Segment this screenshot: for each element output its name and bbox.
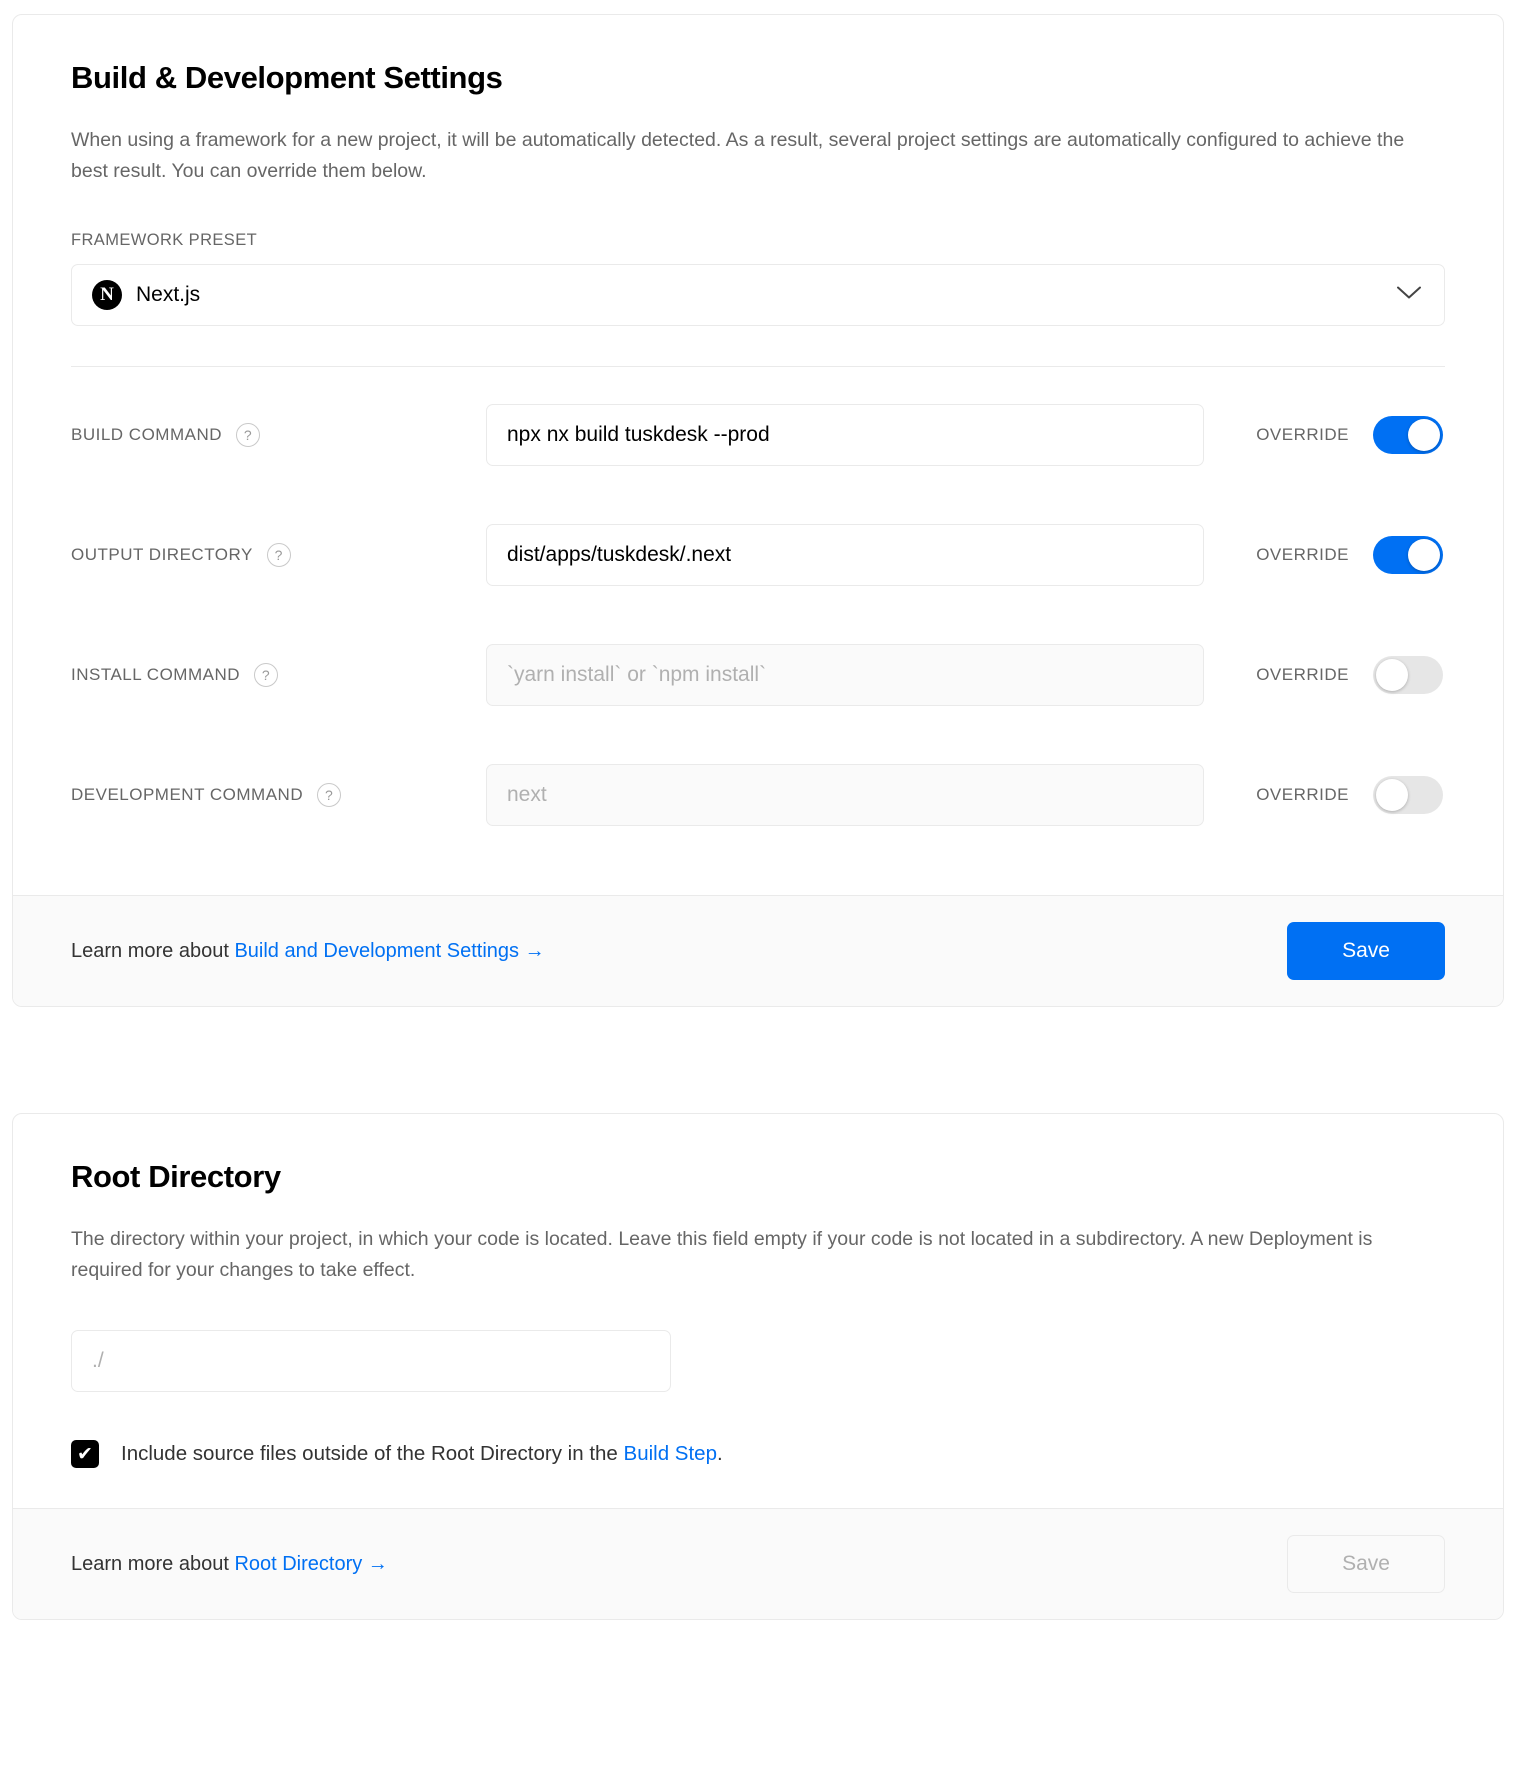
help-icon[interactable]: ? bbox=[267, 543, 291, 567]
output-directory-label bbox=[71, 543, 486, 567]
build-settings-save-button[interactable]: Save bbox=[1287, 922, 1445, 980]
override-label: OVERRIDE bbox=[1256, 425, 1349, 444]
toggle-knob bbox=[1408, 419, 1440, 451]
build-settings-docs-link[interactable]: Build and Development Settings → bbox=[234, 939, 545, 962]
build-settings-body bbox=[13, 15, 1503, 895]
build-settings-footer-text bbox=[71, 940, 545, 963]
development-command-label bbox=[71, 783, 486, 807]
output-directory-input[interactable] bbox=[486, 524, 1204, 586]
build-settings-description: When using a framework for a new project, it will be automatically detected. As a result, several project settings are automatically configured to achieve the best result. You can override them below. bbox=[71, 129, 1405, 182]
help-icon[interactable]: ? bbox=[317, 783, 341, 807]
toggle-knob bbox=[1376, 659, 1408, 691]
root-directory-title: Root Directory bbox=[71, 1159, 281, 1194]
row-development-command bbox=[71, 735, 1445, 855]
include-source-files-text-before: Include source files outside of the Root Directory in the bbox=[121, 1442, 624, 1465]
help-icon[interactable]: ? bbox=[254, 663, 278, 687]
output-directory-label-text: OUTPUT DIRECTORY bbox=[71, 545, 253, 564]
root-directory-card bbox=[12, 1113, 1504, 1620]
row-output-directory bbox=[71, 495, 1445, 615]
build-command-label bbox=[71, 423, 486, 447]
nextjs-logo-icon: N bbox=[92, 280, 122, 310]
framework-preset-label: FRAMEWORK PRESET bbox=[71, 231, 258, 249]
build-step-link[interactable]: Build Step bbox=[623, 1442, 717, 1465]
install-command-label-text: INSTALL COMMAND bbox=[71, 665, 241, 684]
install-command-input[interactable] bbox=[486, 644, 1204, 706]
root-directory-input[interactable] bbox=[71, 1330, 671, 1392]
include-source-files-row bbox=[71, 1440, 1445, 1468]
build-settings-card bbox=[12, 14, 1504, 1007]
include-source-files-label bbox=[121, 1442, 723, 1466]
page-title: Build & Development Settings bbox=[71, 60, 503, 95]
build-command-input[interactable] bbox=[486, 404, 1204, 466]
override-label: OVERRIDE bbox=[1256, 545, 1349, 564]
toggle-knob bbox=[1376, 779, 1408, 811]
root-directory-description: The directory within your project, in which your code is located. Leave this field empty if your code is not located in a subdirectory. A new Deployment is required for your changes to take effect. bbox=[71, 1228, 1373, 1281]
override-label: OVERRIDE bbox=[1256, 785, 1349, 804]
build-settings-footer bbox=[13, 895, 1503, 1006]
build-command-override bbox=[1256, 416, 1445, 454]
development-command-label-text: DEVELOPMENT COMMAND bbox=[71, 785, 304, 804]
include-source-files-text-after: . bbox=[716, 1442, 723, 1465]
development-command-input[interactable] bbox=[486, 764, 1204, 826]
footer-prefix: Learn more about bbox=[71, 939, 235, 962]
framework-preset-value: Next.js bbox=[136, 283, 201, 306]
row-install-command bbox=[71, 615, 1445, 735]
divider bbox=[71, 366, 1445, 367]
toggle-knob bbox=[1408, 539, 1440, 571]
checkbox-checked-icon[interactable]: ✔ bbox=[71, 1440, 99, 1468]
help-icon[interactable]: ? bbox=[236, 423, 260, 447]
chevron-down-icon bbox=[1396, 285, 1422, 306]
development-command-override-toggle[interactable] bbox=[1373, 776, 1443, 814]
install-command-label bbox=[71, 663, 486, 687]
root-directory-footer-text bbox=[71, 1553, 388, 1576]
install-command-override-toggle[interactable] bbox=[1373, 656, 1443, 694]
root-directory-body bbox=[13, 1114, 1503, 1508]
output-directory-override bbox=[1256, 536, 1445, 574]
row-build-command bbox=[71, 375, 1445, 495]
root-directory-docs-link[interactable]: Root Directory → bbox=[234, 1552, 388, 1575]
override-label: OVERRIDE bbox=[1256, 665, 1349, 684]
footer-prefix: Learn more about bbox=[71, 1552, 235, 1575]
framework-preset-select[interactable] bbox=[71, 264, 1445, 326]
install-command-override bbox=[1256, 656, 1445, 694]
output-directory-override-toggle[interactable] bbox=[1373, 536, 1443, 574]
development-command-override bbox=[1256, 776, 1445, 814]
root-directory-save-button[interactable]: Save bbox=[1287, 1535, 1445, 1593]
root-directory-footer bbox=[13, 1508, 1503, 1619]
build-command-override-toggle[interactable] bbox=[1373, 416, 1443, 454]
override-rows bbox=[71, 375, 1445, 855]
build-command-label-text: BUILD COMMAND bbox=[71, 425, 223, 444]
